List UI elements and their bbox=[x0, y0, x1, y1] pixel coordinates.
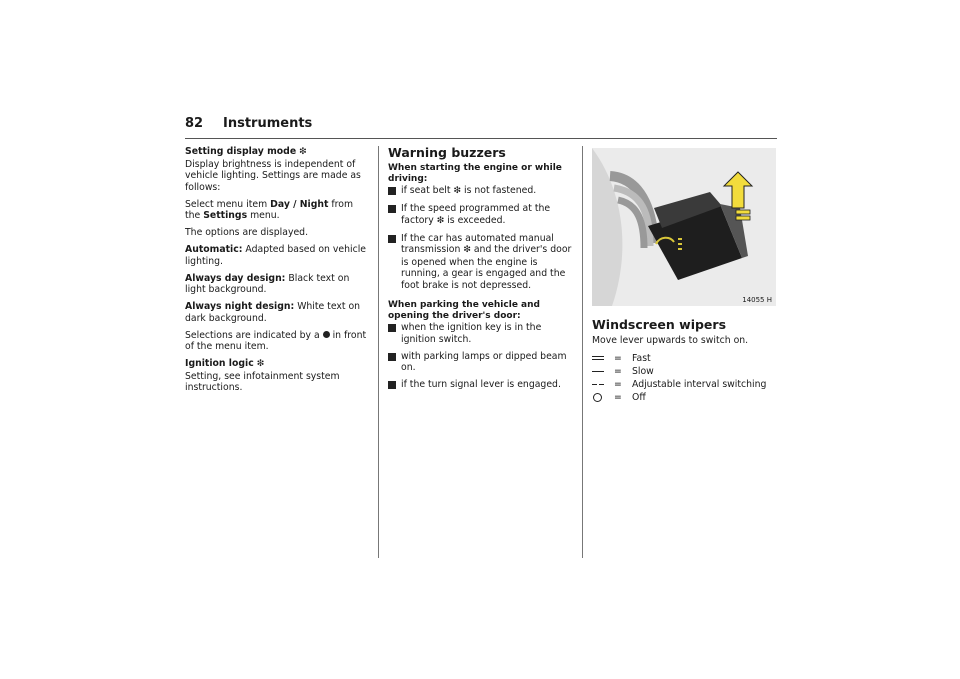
star-icon: ❇ bbox=[256, 359, 265, 369]
subheading: When starting the engine or while driving: bbox=[388, 163, 562, 184]
menu-item-name: Day / Night bbox=[270, 198, 329, 210]
bullet-icon bbox=[388, 205, 396, 213]
page-header bbox=[185, 116, 777, 139]
bullet-icon bbox=[388, 324, 396, 332]
option-day: Always day design: Black text on light background. bbox=[185, 272, 350, 295]
option-automatic: Automatic: Adapted based on vehicle lighting. bbox=[185, 244, 367, 267]
paragraph: Selections are indicated by a in front of the menu item. bbox=[185, 329, 367, 352]
ignition-logic-title: Ignition logic bbox=[185, 358, 254, 369]
column-warning-buzzers bbox=[388, 146, 574, 396]
list-item: If the speed programmed at the factory ❇ is exceeded. bbox=[388, 203, 574, 227]
slow-wipe-icon bbox=[592, 367, 614, 377]
paragraph: Move lever upwards to switch on. bbox=[592, 335, 749, 346]
wiper-setting-row: = Slow bbox=[592, 365, 778, 378]
paragraph: Setting, see infotainment system instructions. bbox=[185, 370, 340, 393]
paragraph: The options are displayed. bbox=[185, 227, 309, 238]
bullet-icon bbox=[388, 381, 396, 389]
bullet-icon bbox=[388, 353, 396, 361]
column-divider bbox=[378, 146, 379, 558]
wiper-lever-drawing bbox=[592, 148, 776, 306]
wiper-setting-row: = Off bbox=[592, 391, 778, 404]
list-item: If the car has automated manual transmission ❇ and the driver's door is opened when the engine is running, a gear is engaged and the foot brake is not depressed. bbox=[388, 233, 574, 292]
windscreen-wipers-heading: Windscreen wipers bbox=[592, 317, 727, 332]
list-item: if the turn signal lever is engaged. bbox=[388, 379, 574, 391]
list-item: if seat belt ❇ is not fastened. bbox=[388, 185, 574, 198]
column-display-settings bbox=[185, 146, 367, 399]
wiper-lever-illustration bbox=[592, 148, 776, 306]
option-night: Always night design: White text on dark background. bbox=[185, 301, 361, 324]
wiper-setting-row: = Adjustable interval switching bbox=[592, 378, 778, 391]
bullet-icon bbox=[388, 235, 396, 243]
off-wipe-icon bbox=[592, 393, 614, 403]
subheading: When parking the vehicle and opening the driver's door: bbox=[388, 300, 540, 321]
paragraph: Display brightness is independent of vehicle lighting. Settings are made as follows: bbox=[185, 158, 361, 193]
selection-dot-icon bbox=[323, 331, 330, 338]
fast-wipe-icon bbox=[592, 354, 614, 364]
interval-wipe-icon bbox=[592, 380, 614, 390]
column-wipers bbox=[592, 318, 778, 404]
figure-code: 14055 H bbox=[742, 296, 772, 304]
section-title: Instruments bbox=[223, 116, 313, 131]
star-icon: ❇ bbox=[463, 245, 471, 255]
bullet-icon bbox=[388, 187, 396, 195]
menu-name: Settings bbox=[203, 210, 248, 221]
star-icon: ❇ bbox=[453, 186, 462, 196]
wiper-setting-row: = Fast bbox=[592, 352, 778, 365]
column-divider bbox=[582, 146, 583, 558]
list-item: with parking lamps or dipped beam on. bbox=[388, 351, 574, 374]
warning-buzzers-heading: Warning buzzers bbox=[388, 145, 506, 160]
paragraph: Select menu item Day / Night from the Settings menu. bbox=[185, 198, 354, 221]
star-icon: ❇ bbox=[299, 147, 307, 157]
page-number: 82 bbox=[185, 116, 204, 131]
list-item: when the ignition key is in the ignition switch. bbox=[388, 322, 574, 345]
star-icon: ❇ bbox=[436, 215, 445, 226]
setting-display-title: Setting display mode bbox=[185, 146, 297, 157]
